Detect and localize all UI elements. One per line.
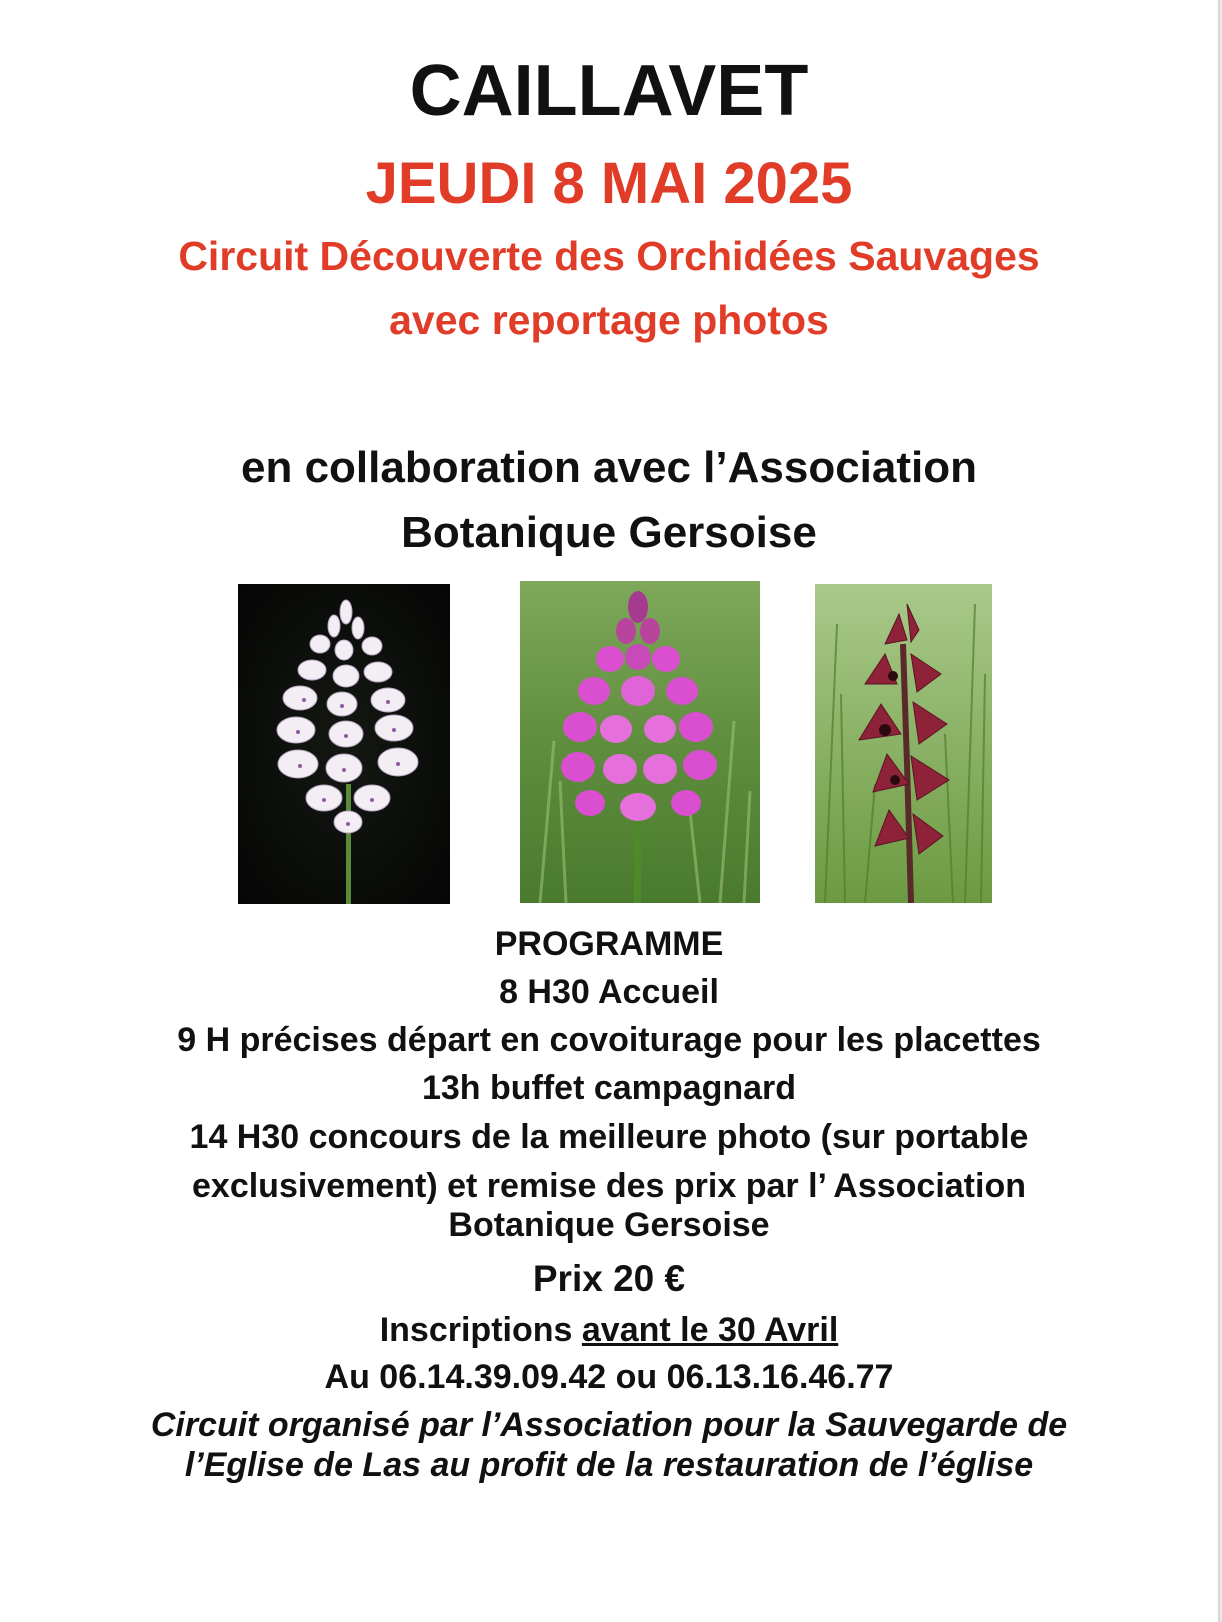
footer-line2: l’Eglise de Las au profit de la restauration de l’église (184, 1446, 1034, 1484)
pink-pyramidal-orchid-photo (520, 581, 760, 903)
programme-item-depart: 9 H précises départ en covoiturage pour les placettes (177, 1021, 1041, 1059)
event-subtitle-line2: avec reportage photos (389, 297, 829, 343)
white-spotted-orchid-photo (238, 584, 450, 904)
collaboration-line2: Botanique Gersoise (401, 508, 817, 557)
red-serapias-orchid-photo (815, 584, 992, 903)
programme-item-concours-line2: exclusivement) et remise des prix par l’ Association (192, 1167, 1026, 1205)
event-subtitle-line1: Circuit Découverte des Orchidées Sauvages (178, 233, 1040, 279)
registration-prefix: Inscriptions (379, 1311, 573, 1349)
registration-deadline: avant le 30 Avril (581, 1311, 839, 1349)
programme-title: PROGRAMME (494, 925, 724, 963)
programme-item-concours-line3: Botanique Gersoise (448, 1206, 770, 1244)
collaboration-line1: en collaboration avec l’Association (241, 443, 977, 492)
programme-item-concours-line1: 14 H30 concours de la meilleure photo (sur portable (189, 1118, 1029, 1156)
event-date: JEUDI 8 MAI 2025 (365, 151, 853, 216)
registration-phones: Au 06.14.39.09.42 ou 06.13.16.46.77 (324, 1358, 894, 1396)
price: Prix 20 € (532, 1258, 686, 1299)
programme-item-accueil: 8 H30 Accueil (499, 973, 719, 1011)
registration-line (0, 1311, 1218, 1350)
footer-line1: Circuit organisé par l’Association pour la Sauvegarde de (150, 1406, 1068, 1444)
programme-item-buffet: 13h buffet campagnard (421, 1069, 797, 1107)
town-title: CAILLAVET (409, 51, 809, 131)
